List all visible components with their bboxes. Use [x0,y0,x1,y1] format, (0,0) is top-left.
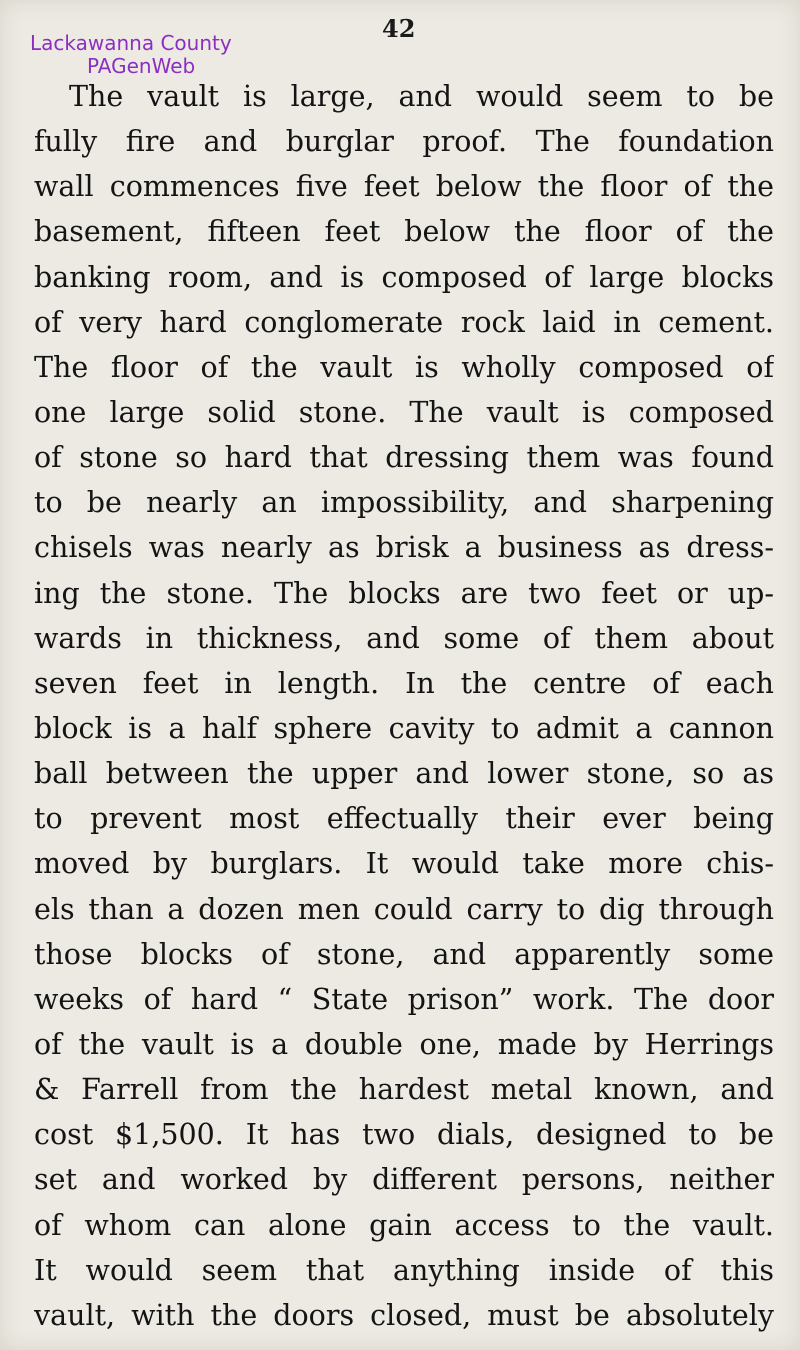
page-number: 42 [382,14,416,43]
text-line: moved by burglars. It would take more chis- [34,847,774,881]
text-line: to be nearly an impossibility, and sharpening [34,486,774,520]
text-line: wards in thickness, and some of them about [34,621,774,655]
text-line: block is a half sphere cavity to admit a cannon [34,711,774,745]
text-line: The vault is large, and would seem to be [69,80,774,113]
text-line: vault, with the doors closed, must be absolutely [34,1298,774,1332]
body-text [34,74,774,1338]
text-line: of stone so hard that dressing them was found [34,441,774,475]
watermark-line-2: PAGenWeb [87,54,196,78]
text-line: basement, fifteen feet below the floor of the [34,215,774,249]
text-line: fully fire and burglar proof. The foundation [34,125,774,159]
text-line: of very hard conglomerate rock laid in cement. [34,305,774,339]
text-line: cost $1,500. It has two dials, designed to be [34,1118,774,1152]
site-watermark [30,32,290,78]
text-line: The floor of the vault is wholly composed of [34,350,774,384]
text-line: of the vault is a double one, made by Herrings [34,1027,774,1061]
text-line: & Farrell from the hardest metal known, and [34,1073,774,1107]
text-line: one large solid stone. The vault is composed [34,395,774,429]
text-line: wall commences five feet below the floor of the [34,170,774,204]
text-line: banking room, and is composed of large blocks [34,260,774,294]
text-line: chisels was nearly as brisk a business as dress- [34,531,774,565]
text-line: to prevent most effectually their ever being [34,802,774,836]
text-line: ing the stone. The blocks are two feet or up- [34,576,774,610]
text-line: set and worked by different persons, neither [34,1163,774,1197]
text-line: It would seem that anything inside of this [34,1253,774,1287]
text-line: els than a dozen men could carry to dig through [34,892,774,926]
text-line: weeks of hard “ State prison” work. The door [34,982,774,1016]
text-line: ball between the upper and lower stone, so as [34,757,774,791]
text-line: seven feet in length. In the centre of each [34,666,774,700]
text-line: of whom can alone gain access to the vault. [34,1208,774,1242]
text-line: those blocks of stone, and apparently some [34,937,774,971]
watermark-line-1: Lackawanna County [30,31,232,55]
